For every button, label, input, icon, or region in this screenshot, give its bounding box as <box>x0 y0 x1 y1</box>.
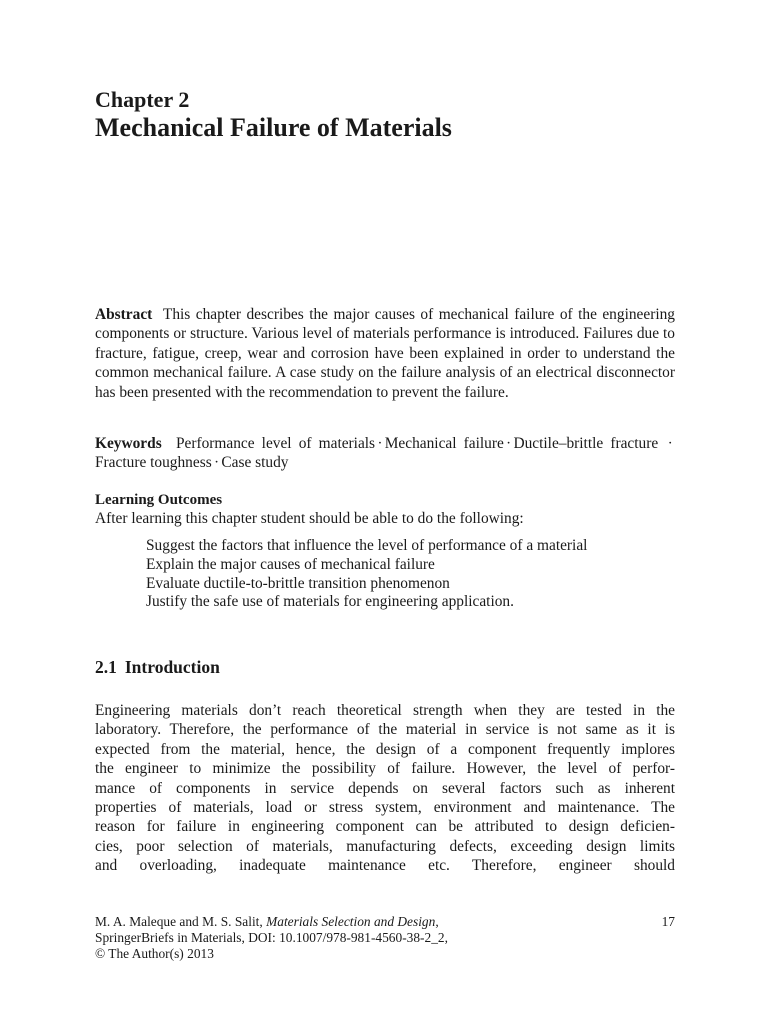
learning-outcomes-intro: After learning this chapter student should be able to do the following: <box>95 510 524 527</box>
paragraph-line: properties of materials, load or stress system, environment and maintenance. The <box>95 799 675 817</box>
paragraph-line: Engineering materials don’t reach theoretical strength when they are tested in the <box>95 702 675 719</box>
footer-comma: , <box>435 914 439 929</box>
learning-outcome-item: Explain the major causes of mechanical failure <box>146 555 435 573</box>
abstract-label: Abstract <box>95 306 153 323</box>
section-number: 2.1 <box>95 657 117 677</box>
learning-outcome-item: Evaluate ductile-to-brittle transition phenomenon <box>146 574 450 592</box>
keyword-item: Performance level of materials <box>175 435 376 452</box>
paragraph-line: cies, poor selection of materials, manufacturing defects, exceeding design limits <box>95 837 675 855</box>
paragraph-line: reason for failure in engineering component can be attributed to design deficien- <box>95 818 675 836</box>
paragraph-line: expected from the material, hence, the design of a component frequently implores <box>95 740 675 758</box>
paragraph-line: and overloading, inadequate maintenance etc. Therefore, engineer should <box>95 857 675 875</box>
keyword-separator: · <box>668 437 672 449</box>
section-heading <box>95 656 220 678</box>
keyword-item: Case study <box>221 454 289 472</box>
footer-authors: M. A. Maleque and M. S. Salit, <box>95 914 263 929</box>
footer-book-title: Materials Selection and Design <box>266 914 436 929</box>
footer-line-3: © The Author(s) 2013 <box>95 946 214 961</box>
paragraph-line: the engineer to minimize the possibility of failure. However, the level of perfor- <box>95 760 675 778</box>
paragraph-line: mance of components in service depends on several factors such as inherent <box>95 779 675 797</box>
keyword-item: Fracture toughness <box>95 454 212 472</box>
abstract-text: This chapter describes the major causes of mechanical failure of the engineering components or structure. Various level of materials performance is introduced. Failures due to fracture, fatigue, creep, wear and corrosion have been explained in order to understand the common mechanical failure. A case study on the failure analysis of an electrical disconnector has been presented with the recommendation to prevent the failure. <box>95 306 675 401</box>
keywords-label: Keywords <box>95 435 162 452</box>
keyword-item: Ductile–brittle fracture <box>513 435 659 452</box>
footer-line-2: SpringerBriefs in Materials, DOI: 10.1007/978-981-4560-38-2_2, <box>95 930 448 945</box>
keyword-separator: · <box>506 437 511 449</box>
abstract-paragraph <box>95 305 675 402</box>
keyword-separator: · <box>214 456 219 469</box>
page-number: 17 <box>661 914 675 929</box>
paragraph-line: laboratory. Therefore, the performance of the material in service is not same as it is <box>95 721 675 739</box>
keyword-separator: · <box>378 437 382 449</box>
learning-outcomes-list <box>146 537 587 612</box>
chapter-label: Chapter 2 <box>95 87 190 112</box>
keyword-item: Mechanical failure <box>384 435 504 452</box>
introduction-paragraph <box>95 701 675 876</box>
footer-citation <box>95 914 675 962</box>
learning-outcome-item: Suggest the factors that influence the level of performance of a material <box>146 537 588 554</box>
learning-outcome-item: Justify the safe use of materials for engineering application. <box>146 593 514 611</box>
chapter-title: Mechanical Failure of Materials <box>95 113 452 142</box>
section-title: Introduction <box>124 657 220 677</box>
footer-line-1 <box>95 914 675 930</box>
learning-outcomes-heading: Learning Outcomes <box>95 492 223 508</box>
keywords-paragraph <box>95 434 675 473</box>
